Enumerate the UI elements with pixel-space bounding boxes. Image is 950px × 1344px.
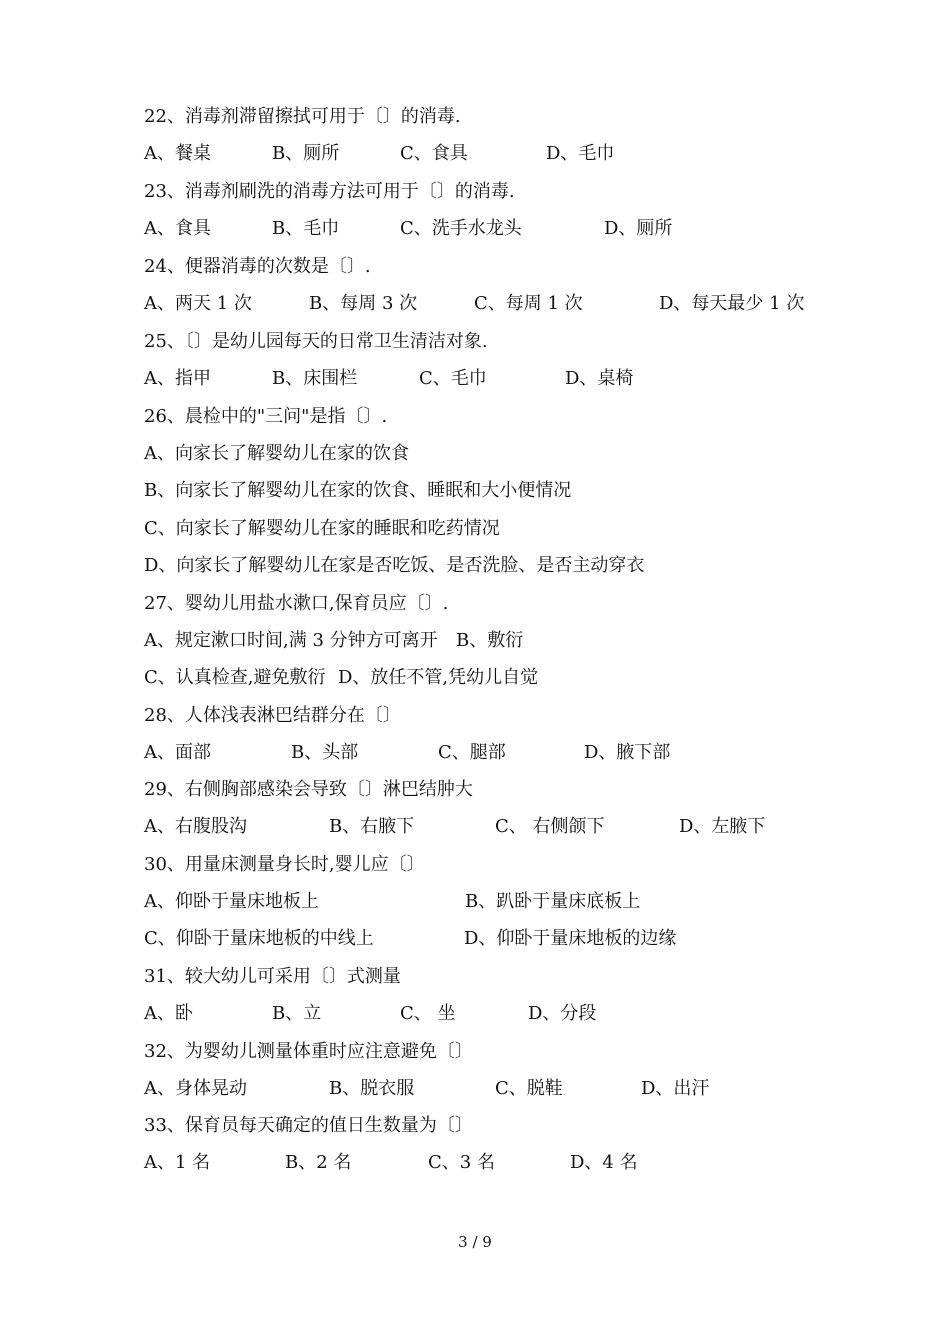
option: C、向家长了解婴幼儿在家的睡眠和吃药情况 [144, 518, 500, 539]
option: D、每天最少 1 次 [659, 293, 805, 314]
option: A、食具 [144, 218, 211, 239]
option: C、 坐 [400, 1003, 456, 1024]
option: A、右腹股沟 [144, 816, 247, 837]
option: A、身体晃动 [144, 1078, 247, 1099]
option: B、2 名 [285, 1152, 352, 1173]
option: D、向家长了解婴幼儿在家是否吃饭、是否洗脸、是否主动穿衣 [144, 555, 645, 576]
question-stem: 24、便器消毒的次数是〔〕. [144, 256, 371, 277]
option: B、敷衍 [456, 630, 524, 651]
question-stem: 29、右侧胸部感染会导致〔〕淋巴结肿大 [144, 779, 473, 800]
option: B、每周 3 次 [309, 293, 418, 314]
option: B、毛巾 [272, 218, 340, 239]
question-stem: 25、〔〕是幼儿园每天的日常卫生清洁对象. [144, 331, 488, 352]
option: A、仰卧于量床地板上 [144, 891, 319, 912]
option: D、仰卧于量床地板的边缘 [464, 928, 677, 949]
option: B、脱衣服 [329, 1078, 415, 1099]
option: B、床围栏 [272, 368, 358, 389]
option: A、向家长了解婴幼儿在家的饮食 [144, 443, 409, 464]
question-stem: 32、为婴幼儿测量体重时应注意避免〔〕 [144, 1041, 473, 1062]
option: A、1 名 [144, 1152, 211, 1173]
question-stem: 28、人体浅表淋巴结群分在〔〕 [144, 705, 401, 726]
option: C、3 名 [428, 1152, 495, 1173]
option: C、脱鞋 [495, 1078, 563, 1099]
option: A、面部 [144, 742, 211, 763]
option: B、厕所 [272, 143, 340, 164]
option: C、洗手水龙头 [400, 218, 522, 239]
question-stem: 31、较大幼儿可采用〔〕式测量 [144, 966, 401, 987]
option: A、两天 1 次 [144, 293, 252, 314]
option: D、4 名 [570, 1152, 638, 1173]
option: D、分段 [528, 1003, 597, 1024]
option: C、腿部 [438, 742, 506, 763]
option: B、立 [272, 1003, 322, 1024]
option: D、桌椅 [565, 368, 634, 389]
question-stem: 26、晨检中的"三问"是指〔〕. [144, 406, 388, 427]
option: D、毛巾 [546, 143, 615, 164]
option: B、头部 [291, 742, 359, 763]
question-stem: 30、用量床测量身长时,婴儿应〔〕 [144, 854, 425, 875]
question-stem: 23、消毒剂刷洗的消毒方法可用于〔〕的消毒. [144, 181, 515, 202]
option: C、仰卧于量床地板的中线上 [144, 928, 374, 949]
option: A、指甲 [144, 368, 211, 389]
option: A、卧 [144, 1003, 193, 1024]
question-stem: 27、婴幼儿用盐水漱口,保育员应〔〕. [144, 593, 449, 614]
option: C、认真检查,避免敷衍 [144, 667, 326, 688]
option: C、 右侧颌下 [495, 816, 605, 837]
option: D、出汗 [641, 1078, 710, 1099]
option: D、左腋下 [679, 816, 766, 837]
option: D、腋下部 [584, 742, 671, 763]
option: B、右腋下 [329, 816, 415, 837]
option: A、餐桌 [144, 143, 211, 164]
option: D、厕所 [604, 218, 673, 239]
option: B、趴卧于量床底板上 [465, 891, 641, 912]
option: A、规定漱口时间,满 3 分钟方可离开 [144, 630, 438, 651]
option: C、每周 1 次 [474, 293, 583, 314]
page-number: 3 / 9 [458, 1233, 492, 1251]
option: B、向家长了解婴幼儿在家的饮食、睡眠和大小便情况 [144, 480, 572, 501]
option: C、毛巾 [419, 368, 487, 389]
option: D、放任不管,凭幼儿自觉 [338, 667, 539, 688]
question-stem: 22、消毒剂滞留擦拭可用于〔〕的消毒. [144, 106, 461, 127]
option: C、食具 [400, 143, 468, 164]
question-stem: 33、保育员每天确定的值日生数量为〔〕 [144, 1115, 473, 1136]
